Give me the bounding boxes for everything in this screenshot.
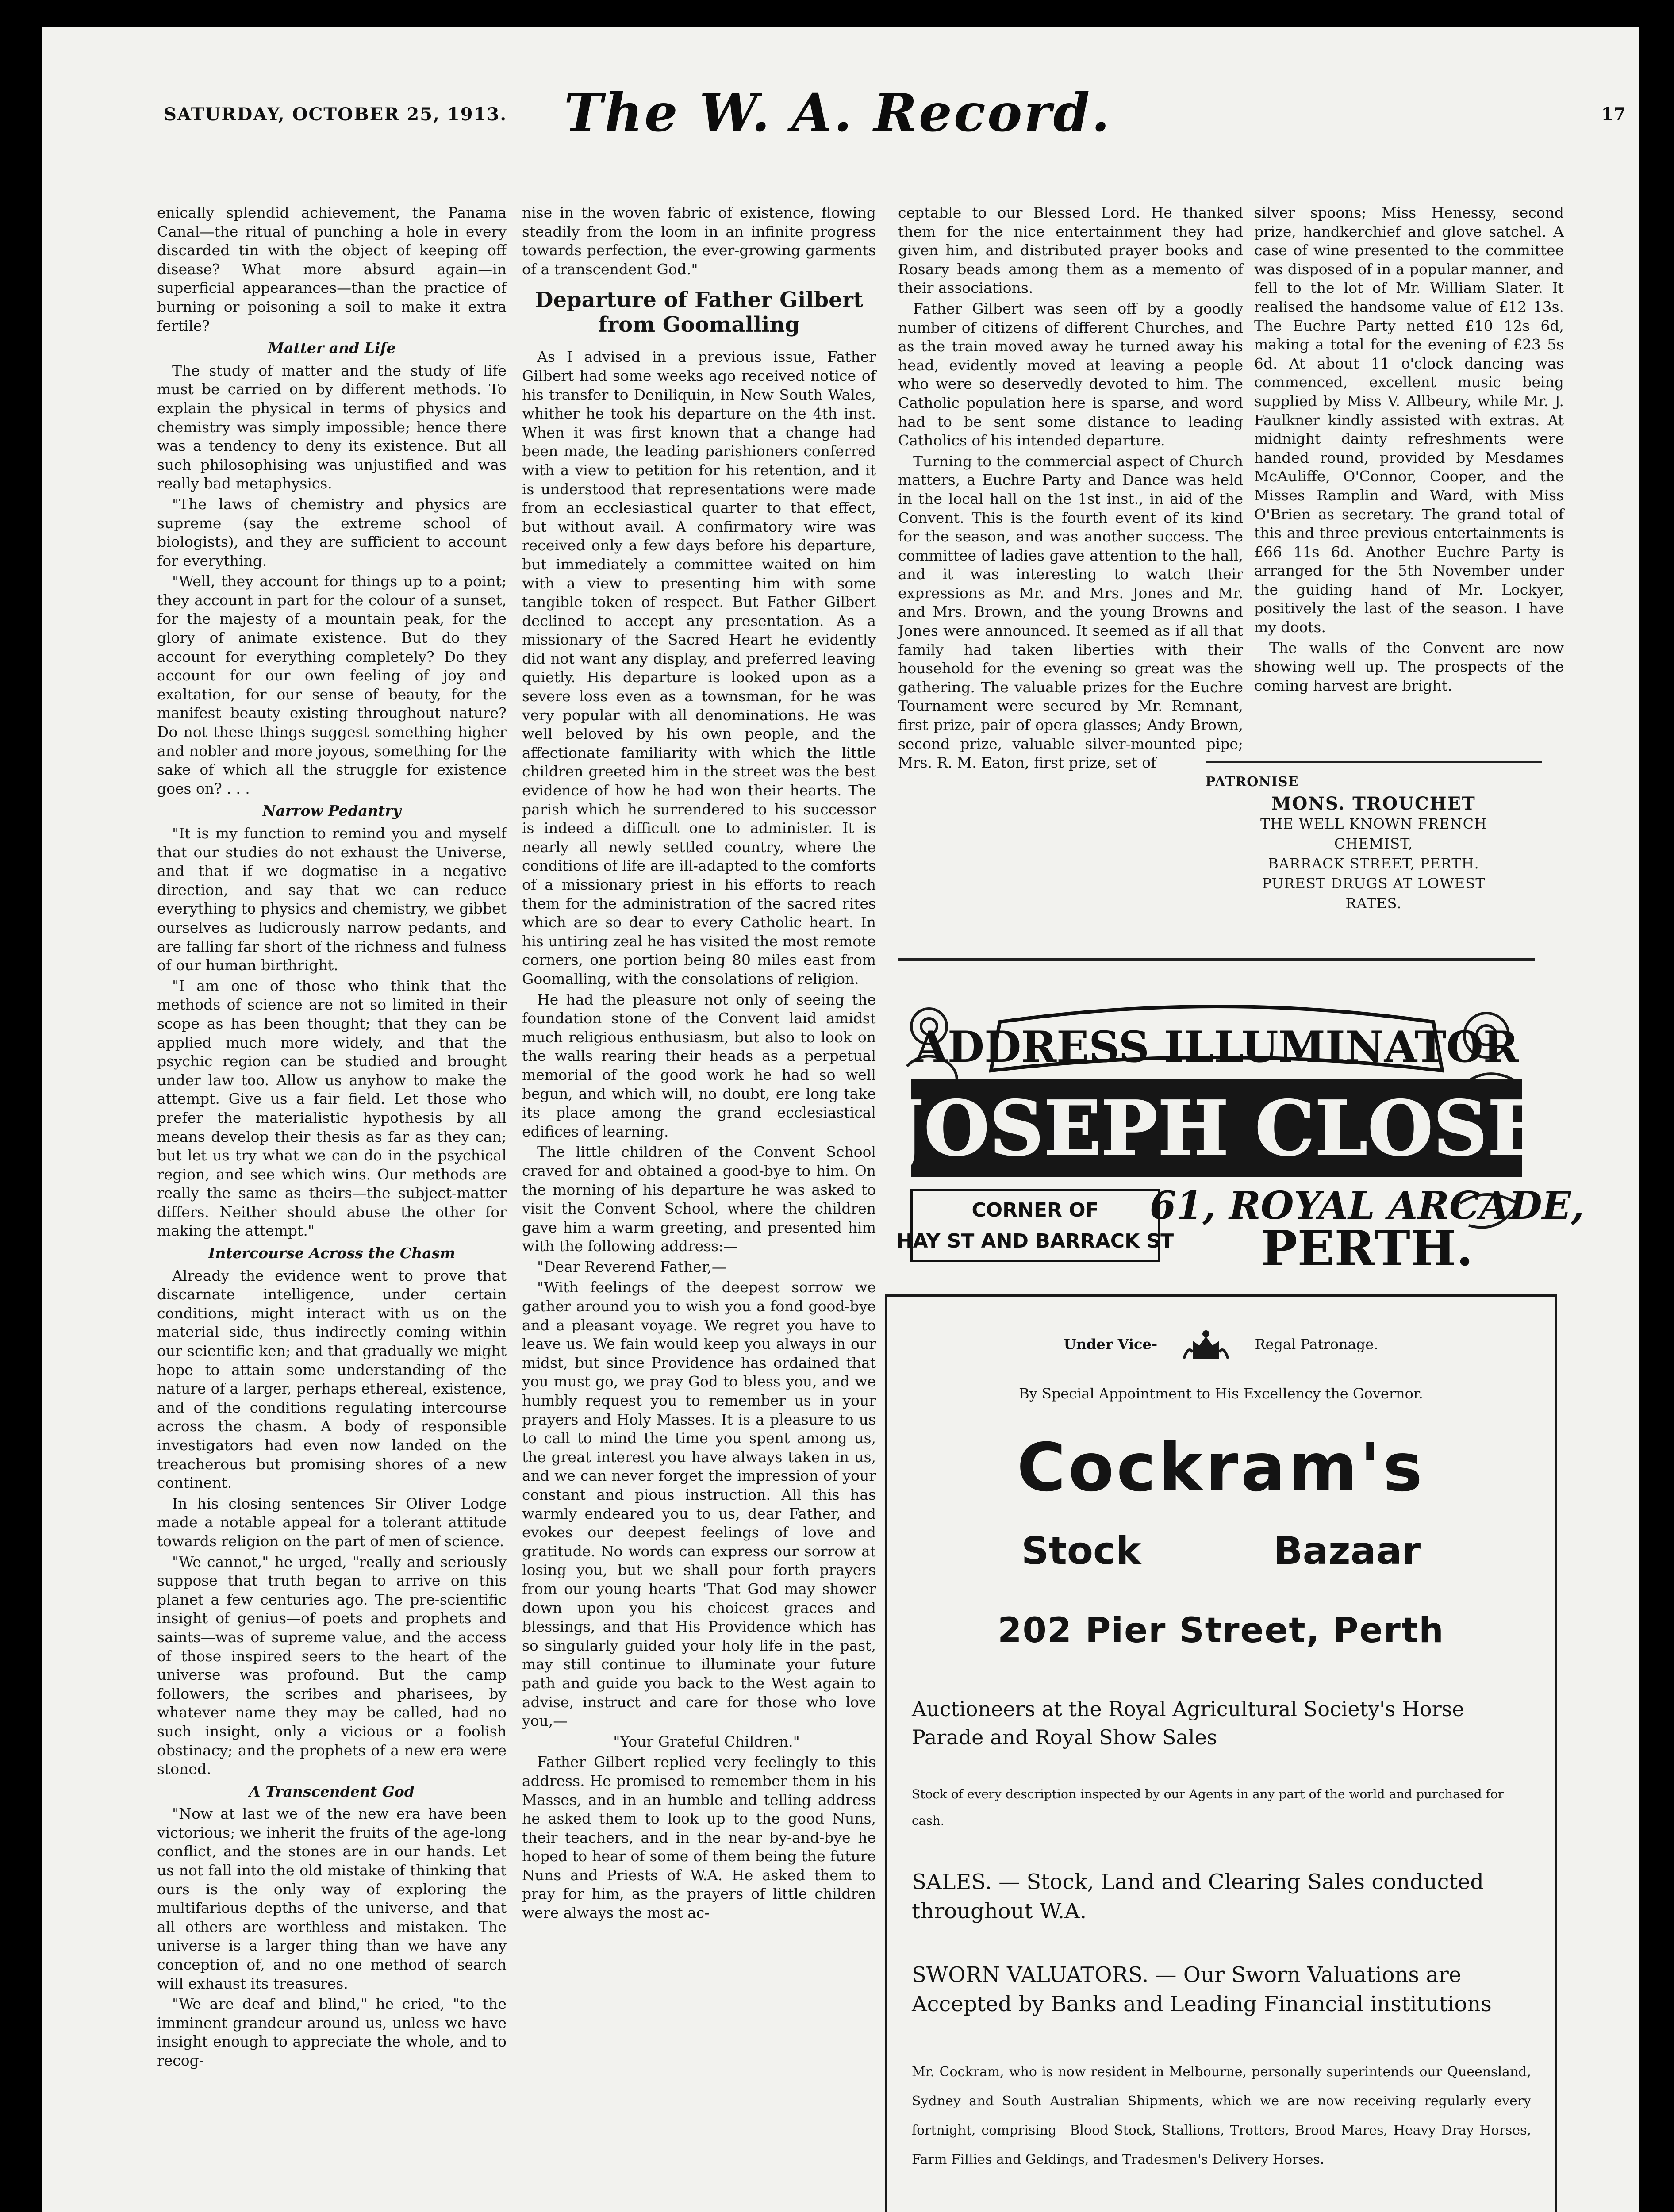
paragraph: "With feelings of the deepest sorrow we gather around you to wish you a fond good-bye and a pleasant voyage. We regret you have to leave us. We fain would keep you always in our midst, but since Providence has ordained that you must go, we pray God to bless you, and we humbly request you to remember us in your prayers and Holy Masses. It is a pleasure to us to call to mind the time you spent among us, the great interest you have always taken in us, and we can never forget the impression of your constant and pious instruction. All this has warmly endeared you to us, dear Father, and evokes our deepest feelings of love and gratitude. No words can express our sorrow at losing you, but we shall pour forth prayers from our young hearts 'That God may shower down upon you his choicest graces and blessings, and that His Providence which has so singularly guided your holy life in the past, may still continue to illuminate your future path and guide you back to the West again to advise, instruct and care for those who love you,— <box>522 1279 876 1730</box>
paragraph: Already the evidence went to prove that discarnate intelligence, under certain conditions, might interact with us on the material side, thus indirectly coming within our scientific ken; and that gradually we might hope to attain some understanding of the nature of a larger, perhaps ethereal, existence, and of the conditions regulating intercourse across the chasm. A body of responsible investigators had even now landed on the treacherous but promising shores of a new continent. <box>157 1267 507 1492</box>
paragraph: He had the pleasure not only of seeing the foundation stone of the Convent laid amidst much religious enthusiasm, but also to look on the walls rearing their heads as a perpetual memorial of the good work he had so well begun, and which will, no doubt, ere long take its place among the grand ecclesiastical edifices of learning. <box>522 991 876 1140</box>
close-name: JOSEPH CLOSE <box>888 1084 1545 1173</box>
advert-joseph-close <box>888 995 1585 1277</box>
paragraph: enically splendid achievement, the Panama Canal—the ritual of punching a hole in every discarded tin with the object of keeping off disease? What more absurd again—in superficial appearances—than the practice of burning or poisoning a soil to make it extra fertile? <box>157 204 507 334</box>
paragraph: The walls of the Convent are now showing well up. The prospects of the coming harvest are bright. <box>1254 639 1564 694</box>
headline-departure-father-gilbert: Departure of Father Gilbert from Goomalling <box>534 288 864 338</box>
newspaper-page <box>42 27 1639 2212</box>
issue-date: SATURDAY, OCTOBER 25, 1913. <box>164 104 507 125</box>
paragraph: "We are deaf and blind," he cried, "to the imminent grandeur around us, unless we have insight enough to appreciate the whole, and to recog- <box>157 1995 507 2069</box>
masthead <box>42 82 1639 159</box>
paragraph: In his closing sentences Sir Oliver Lodge made a notable appeal for a tolerant attitude towards religion on the part of men of science. <box>157 1494 507 1550</box>
patronise-line: PUREST DRUGS AT LOWEST <box>1262 875 1486 892</box>
paragraph: The study of matter and the study of life must be carried on by different methods. To explain the physical in terms of physics and chemistry was simply impossible; hence there was a tendency to deny its existence. But all such philosophising was unjustified and was really bad metaphysics. <box>157 361 507 492</box>
close-address: 61, ROYAL ARCADE, <box>1149 1183 1585 1228</box>
patronise-line: RATES. <box>1345 895 1402 912</box>
patronise-name: MONS. TROUCHET <box>1271 793 1476 814</box>
resident-text: Mr. Cockram, who is now resident in Melbourne, personally superintends our Queensland, Sydney and South Australian Shipments, which we are now receiving regularly every fortnight, comprising—Blood Stock, Stallions, Trotters, Brood Mares, Heavy Dray Horses, Farm Fillies and Geldings, and Tradesmen's Delivery Horses. <box>912 2064 1531 2167</box>
stock-bazaar-line <box>887 1529 1555 1573</box>
corner-text: CORNER OF <box>971 1199 1099 1221</box>
column-3 <box>898 204 1243 960</box>
corner-streets: HAY ST AND BARRACK ST <box>896 1230 1174 1252</box>
banner-text: ADDRESS ILLUMINATOR <box>914 1022 1519 1072</box>
patronage-right: Regal Patronage. <box>1255 1336 1378 1353</box>
paragraph: Father Gilbert was seen off by a goodly number of citizens of different Churches, and as the train moved away he turned away his head, evidently moved at leaving a people who were so deservedly devoted to him. The Catholic population here is sparse, and word had to be sent some distance to leading Catholics of his intended departure. <box>898 300 1243 449</box>
column-2 <box>522 204 876 2212</box>
paragraph: ceptable to our Blessed Lord. He thanked them for the nice entertainment they had given him, and distributed prayer books and Rosary beads among them as a memento of their associations. <box>898 204 1243 297</box>
sales-text: SALES. — Stock, Land and Clearing Sales conducted throughout W.A. <box>912 1870 1484 1924</box>
advert-illustration <box>888 995 1585 1277</box>
page-number: 17 <box>1601 104 1626 125</box>
paragraph: "We cannot," he urged, "really and seriously suppose that truth began to arrive on this planet a few centuries ago. The pre-scientific insight of genius—of poets and prophets and saints—was of supreme value, and the access of those inspired seers to the heart of the universe was profound. But the camp followers, the scribes and pharisees, by whatever name they may be called, had no such insight, only a vicious or a foolish obstinacy; and the prophets of a new era were stoned. <box>157 1553 507 1778</box>
paragraph: nise in the woven fabric of existence, flowing steadily from the loom in an infinite progress towards perfection, the ever-growing garments of a transcendent God." <box>522 204 876 278</box>
paragraph: "I am one of those who think that the methods of science are not so limited in their scope as has been thought; that they can be applied much more widely, and that the psychic region can be studied and brought under law too. Allow us anyhow to make the attempt. Give us a fair field. Let those who prefer the materialistic hypothesis by all means develop their thesis as far as they can; but let us try what we can do in the psychical region, and see which wins. Our methods are really the same as theirs—the subject-matter differs. Neither should abuse the other for making the attempt." <box>157 977 507 1240</box>
signature-line: "Your Grateful Children." <box>613 1732 800 1750</box>
subheading-intercourse: Intercourse Across the Chasm <box>208 1244 456 1262</box>
subtitle-bazaar: Bazaar <box>1274 1529 1421 1573</box>
cockram-address: 202 Pier Street, Perth <box>998 1611 1444 1651</box>
patronise-line: CHEMIST, <box>1334 835 1413 852</box>
paragraph: "Now at last we of the new era have been victorious; we inherit the fruits of the age-long conflict, and the stones are in our hands. Let us not fall into the old mistake of thinking that ours is the only way of exploring the multifarious depths of the universe, and that all others are worthless and mistaken. The universe is a larger thing than we have any conception of, and no one method of search will exhaust its treasures. <box>157 1805 507 1992</box>
paragraph: As I advised in a previous issue, Father Gilbert had some weeks ago received notice of his transfer to Deniliquin, in New South Wales, whither he took his departure on the 4th inst. When it was first known that a change had been made, the leading parishioners conferred with a view to petition for his retention, and it is understood that representations were made from an ecclesiastical quarter to that effect, but without avail. A confirmatory wire was received only a few days before his departure, but immediately a committee waited on him with a view to presenting him with some tangible token of respect. But Father Gilbert declined to accept any presentation. As a missionary of the Sacred Heart he evidently did not want any display, and preferred leaving quietly. His departure is looked upon as a severe loss even as a townsman, for he was very popular with all denominations. He was well beloved by his own people, and the affectionate familiarity with which the little children greeted him in the street was the best evidence of how he had won their hearts. The parish which he surrendered to his successor is indeed a difficult one to administer. It is nearly all newly settled country, where the conditions of life are ill-adapted to the comforts of a missionary priest in his efforts to reach them for the administration of the sacred rites which are so dear to every Catholic heart. In his untiring zeal he has visited the most remote corners, one portion being 80 miles east from Goomalling, with the consolations of religion. <box>522 348 876 987</box>
patronise-label: PATRONISE <box>1206 774 1299 790</box>
royal-crest-icon <box>1179 1328 1232 1363</box>
section-rule <box>898 958 1535 961</box>
column-4 <box>1254 204 1564 734</box>
subheading-transcendent-god: A Transcendent God <box>249 1782 415 1800</box>
subheading-narrow-pedantry: Narrow Pedantry <box>262 802 401 820</box>
paragraph: silver spoons; Miss Henessy, second prize, handkerchief and glove satchel. A case of wine presented to the committee was disposed of in a popular manner, and fell to the lot of Mr. William Slater. It realised the handsome value of £12 13s. The Euchre Party netted £10 12s 6d, making a total for the evening of £23 5s 6d. At about 11 o'clock dancing was commenced, excellent music being supplied by Miss V. Allbeury, while Mr. J. Faulkner kindly assisted with extras. At midnight dainty refreshments were handed round, provided by Mesdames McAuliffe, O'Connor, Cooper, and the Misses Ramplin and Ward, with Miss O'Brien as secretary. The grand total of this and three previous entertainments is £66 11s 6d. Another Euchre Party is arranged for the 5th November under the guiding hand of Mr. Lockyer, positively the last of the season. I have my doots. <box>1254 204 1564 636</box>
subheading-matter-and-life: Matter and Life <box>268 339 396 357</box>
patronage-line <box>887 1328 1555 1363</box>
paragraph: Turning to the commercial aspect of Church matters, a Euchre Party and Dance was held in the local hall on the 1st inst., in aid of the Convent. This is the fourth event of its kind for the season, and was another success. The committee of ladies gave attention to the hall, and it was interesting to watch their expressions as Mr. and Mrs. Jones and Mr. and Mrs. Brown, and the young Browns and Jones were announced. It seemed as if all that family had taken liberties with their household for the evening so great was the gathering. The valuable prizes for the Euchre Tournament were secured by Mr. Remnant, first prize, pair of opera glasses; Andy Brown, second prize, valuable silver-mounted pipe; Mrs. R. M. Eaton, first prize, set of <box>898 452 1243 772</box>
paragraph: Father Gilbert replied very feelingly to this address. He promised to remember them in his Masses, and in an humble and telling address he asked them to look up to the good Nuns, their teachers, and in the near by-and-bye he hoped to hear of some of them being the future Nuns and Priests of W.A. He asked them to pray for him, as the prayers of little children were always the most ac- <box>522 1753 876 1922</box>
paragraph: "The laws of chemistry and physics are supreme (say the extreme school of biologists), and they are sufficient to account for everything. <box>157 495 507 569</box>
paragraph: The little children of the Convent School craved for and obtained a good-bye to him. On the morning of his departure he was asked to visit the Convent School, where the children gave him a warm greeting, and presented him with the following address:— <box>522 1143 876 1255</box>
paragraph: "Well, they account for things up to a point; they account in part for the colour of a sunset, for the majesty of a mountain peak, for the glory of animate existence. But do they account for everything completely? Do they account for our own feeling of joy and exaltation, for our sense of beauty, for the manifest beauty existing throughout nature? Do not these things suggest something higher and nobler and more joyous, something for the sake of which all the struggle for existence goes on? . . . <box>157 572 507 797</box>
advert-cockrams <box>885 1294 1557 2212</box>
patronise-line: BARRACK STREET, PERTH. <box>1268 855 1479 872</box>
patronise-notice <box>1206 774 1542 914</box>
guarantee-text <box>912 2208 1531 2212</box>
column-rule <box>1206 761 1542 763</box>
valuators-text: SWORN VALUATORS. — Our Sworn Valuations are Accepted by Banks and Leading Financial institutions <box>912 1962 1492 2016</box>
appointment-line: By Special Appointment to His Excellency the Governor. <box>1019 1385 1423 1402</box>
stock-text: Stock of every description inspected by our Agents in any part of the world and purchased for cash. <box>912 1787 1504 1828</box>
subtitle-stock: Stock <box>1021 1529 1141 1573</box>
newspaper-title: The W. A. Record. <box>564 82 1112 143</box>
cockram-name: Cockram's <box>1017 1429 1425 1506</box>
close-city: PERTH. <box>1260 1220 1474 1277</box>
patronage-left: Under Vice- <box>1064 1336 1158 1353</box>
auctioneers-text: Auctioneers at the Royal Agricultural Society's Horse Parade and Royal Show Sales <box>912 1697 1464 1749</box>
paragraph: "It is my function to remind you and myself that our studies do not exhaust the Universe, and that if we dogmatise in a negative direction, and say that we can reduce everything to physics and chemistry, we gibbet ourselves as ludicrously narrow pedants, and are falling far short of the richness and fulness of our human birthright. <box>157 825 507 974</box>
column-1 <box>157 204 507 2212</box>
patronise-line: THE WELL KNOWN FRENCH <box>1260 815 1487 832</box>
paragraph: "Dear Reverend Father,— <box>537 1258 726 1275</box>
